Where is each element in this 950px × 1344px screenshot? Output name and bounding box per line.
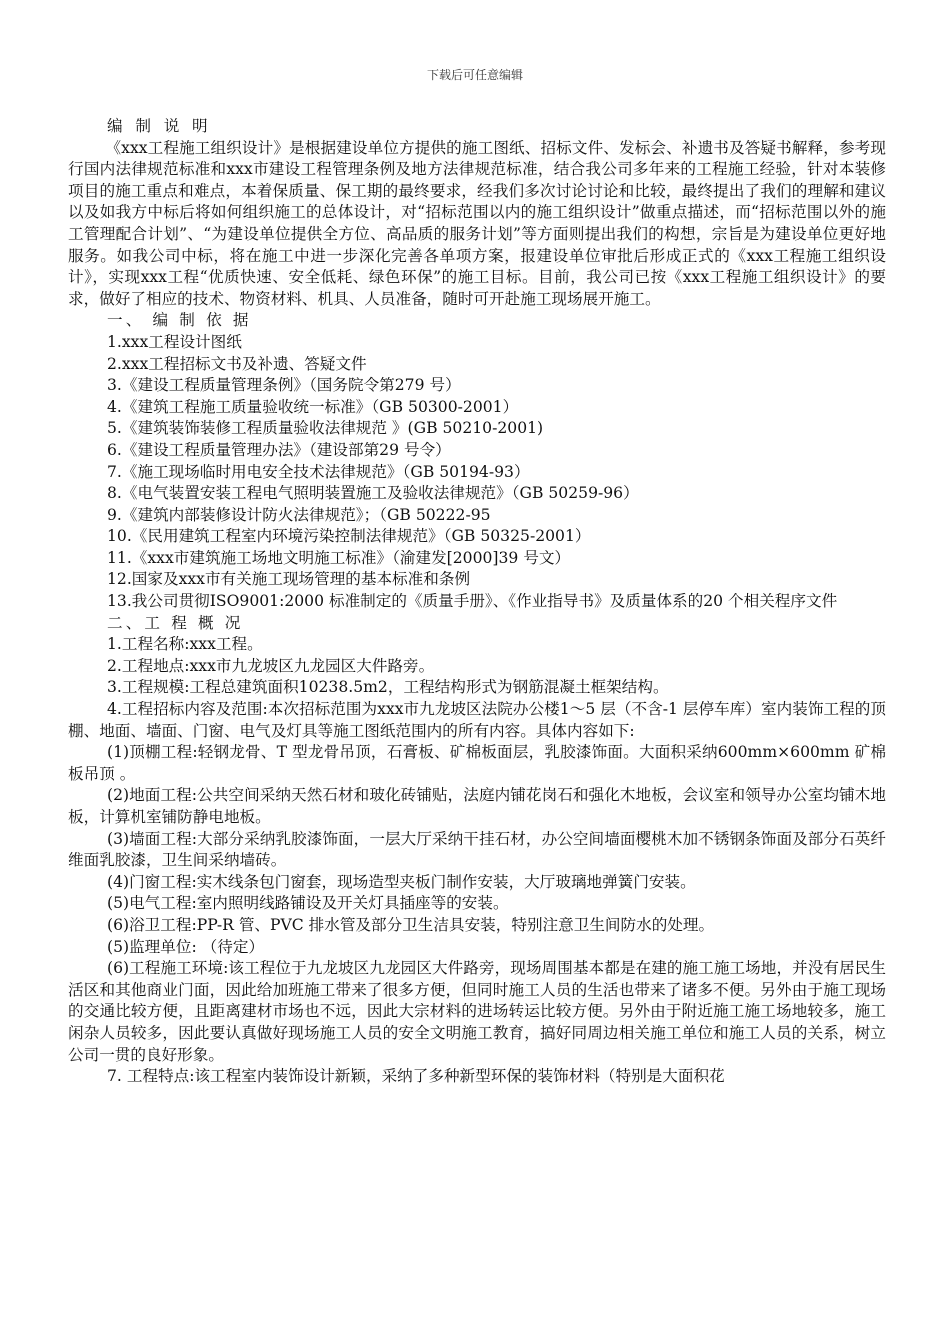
list-item: 6.《建设工程质量管理办法》（建设部第29 号令） (107, 440, 451, 459)
list-item: 13.我公司贯彻ISO9001:2000 标准制定的《质量手册》、《作业指导书》及质量体系的20 个相关程序文件 (107, 592, 838, 611)
sub-item: (5)监理单位: （待定） (107, 937, 265, 956)
list-item: 9.《建筑内部装修设计防火法律规范》；（GB 50222-95 (107, 505, 491, 524)
doc-title: 编 制 说 明 (107, 117, 212, 135)
list-item: 12.国家及xxx市有关施工现场管理的基本标准和条例 (107, 570, 471, 589)
list-item: 8.《电气装置安装工程电气照明装置施工及验收法律规范》（GB 50259-96） (107, 484, 639, 503)
list-item: 1.工程名称:xxx工程。 (107, 635, 263, 654)
section1-heading: 一、 编 制 依 据 (107, 311, 252, 330)
list-item: 5.《建筑装饰装修工程质量验收法律规范 》(GB 50210-2001) (107, 419, 544, 438)
sub-item: (1)顶棚工程:轻钢龙骨、T 型龙骨吊顶，石膏板、矿棉板面层，乳胶漆饰面。大面积采纳600mm×600mm 矿棉板吊顶 。 (68, 743, 886, 783)
sub-item: (5)电气工程:室内照明线路铺设及开关灯具插座等的安装。 (107, 894, 509, 913)
list-item: 11.《xxx市建筑施工场地文明施工标准》（渝建发[2000]39 号文） (107, 548, 571, 567)
page-header: 下载后可任意编辑 (426, 68, 523, 82)
list-item: 7. 工程特点:该工程室内装饰设计新颖，采纳了多种新型环保的装饰材料（特别是大面积花 (107, 1067, 725, 1086)
document-body (68, 116, 886, 1088)
list-item: 7.《施工现场临时用电安全技术法律规范》（GB 50194-93） (107, 462, 530, 481)
sub-item: (2)地面工程:公共空间采纳天然石材和玻化砖铺贴，法庭内铺花岗石和强化木地板，会议室和领导办公室均铺木地板，计算机室铺防静电地板。 (68, 786, 886, 826)
list-item: 2.工程地点:xxx市九龙坡区九龙园区大件路旁。 (107, 656, 435, 675)
list-item: 10.《民用建筑工程室内环境污染控制法律规范》（GB 50325-2001） (107, 527, 591, 546)
sub-item: (6)浴卫工程:PP-R 管、PVC 排水管及部分卫生洁具安装，特别注意卫生间防水的处理。 (107, 915, 715, 934)
list-item: 4.工程招标内容及范围:本次招标范围为xxx市九龙坡区法院办公楼1～5 层（不含-1 层停车库）室内装饰工程的顶棚、地面、墙面、门窗、电气及灯具等施工图纸范围内的所有内容。具体内容如下: (68, 700, 886, 740)
sub-item: (4)门窗工程:实木线条包门窗套，现场造型夹板门制作安装，大厅玻璃地弹簧门安装。 (107, 872, 696, 891)
list-item: 3.工程规模:工程总建筑面积10238.5m2，工程结构形式为钢筋混凝土框架结构。 (107, 678, 669, 697)
sub-item: (6)工程施工环境:该工程位于九龙坡区九龙园区大件路旁，现场周围基本都是在建的施工施工场地，并没有居民生活区和其他商业门面，因此给加班施工带来了很多方便，但同时施工人员的生活也带来了诸多不便。另外由于施工现场的交通比较方便，且距离建材市场也不远，因此大宗材料的进场转运比较方便。另外由于附近施工施工场地较多，施工闲杂人员较多，因此要认真做好现场施工人员的安全文明施工教育，搞好同周边相关施工单位和施工人员的关系，树立公司一贯的良好形象。 (68, 959, 886, 1064)
list-item: 3.《建设工程质量管理条例》（国务院令第279 号） (107, 376, 461, 395)
list-item: 4.《建筑工程施工质量验收统一标准》（GB 50300-2001） (107, 397, 519, 416)
list-item: 2.xxx工程招标文书及补遗、答疑文件 (107, 354, 367, 373)
list-item: 1.xxx工程设计图纸 (107, 332, 242, 351)
sub-item: (3)墙面工程:大部分采纳乳胶漆饰面，一层大厅采纳干挂石材，办公空间墙面樱桃木加不锈钢条饰面及部分石英纤维面乳胶漆，卫生间采纳墙砖。 (68, 829, 886, 870)
section2-list (68, 634, 886, 1087)
intro-paragraph: 《xxx工程施工组织设计》是根据建设单位方提供的施工图纸、招标文件、发标会、补遗书及答疑书解释，参考现行国内法律规范标准和xxx市建设工程管理条例及地方法律规范标准，结合我公司多年来的工程施工经验，针对本装修项目的施工重点和难点，本着保质量、保工期的最终要求，经我们多次讨论讨论和比较，最终提出了我们的理解和建议以及如我方中标后将如何组织施工的总体设计，对“招标范围以内的施工组织设计”做重点描述，而“招标范围以外的施工管理配合计划”、“为建设单位提供全方位、高品质的服务计划”等方面则提出我们的构想，宗旨是为建设单位更好地服务。如我公司中标，将在施工中进一步深化完善各单项方案，报建设单位审批后形成正式的《xxx工程施工组织设计》，实现xxx工程“优质快速、安全低耗、绿色环保”的施工目标。目前，我公司已按《xxx工程施工组织设计》的要求，做好了相应的技术、物资材料、机具、人员准备，随时可开赴施工现场展开施工。 (68, 138, 886, 308)
section1-list (68, 332, 886, 613)
section2-heading: 二、工 程 概 况 (107, 613, 244, 632)
